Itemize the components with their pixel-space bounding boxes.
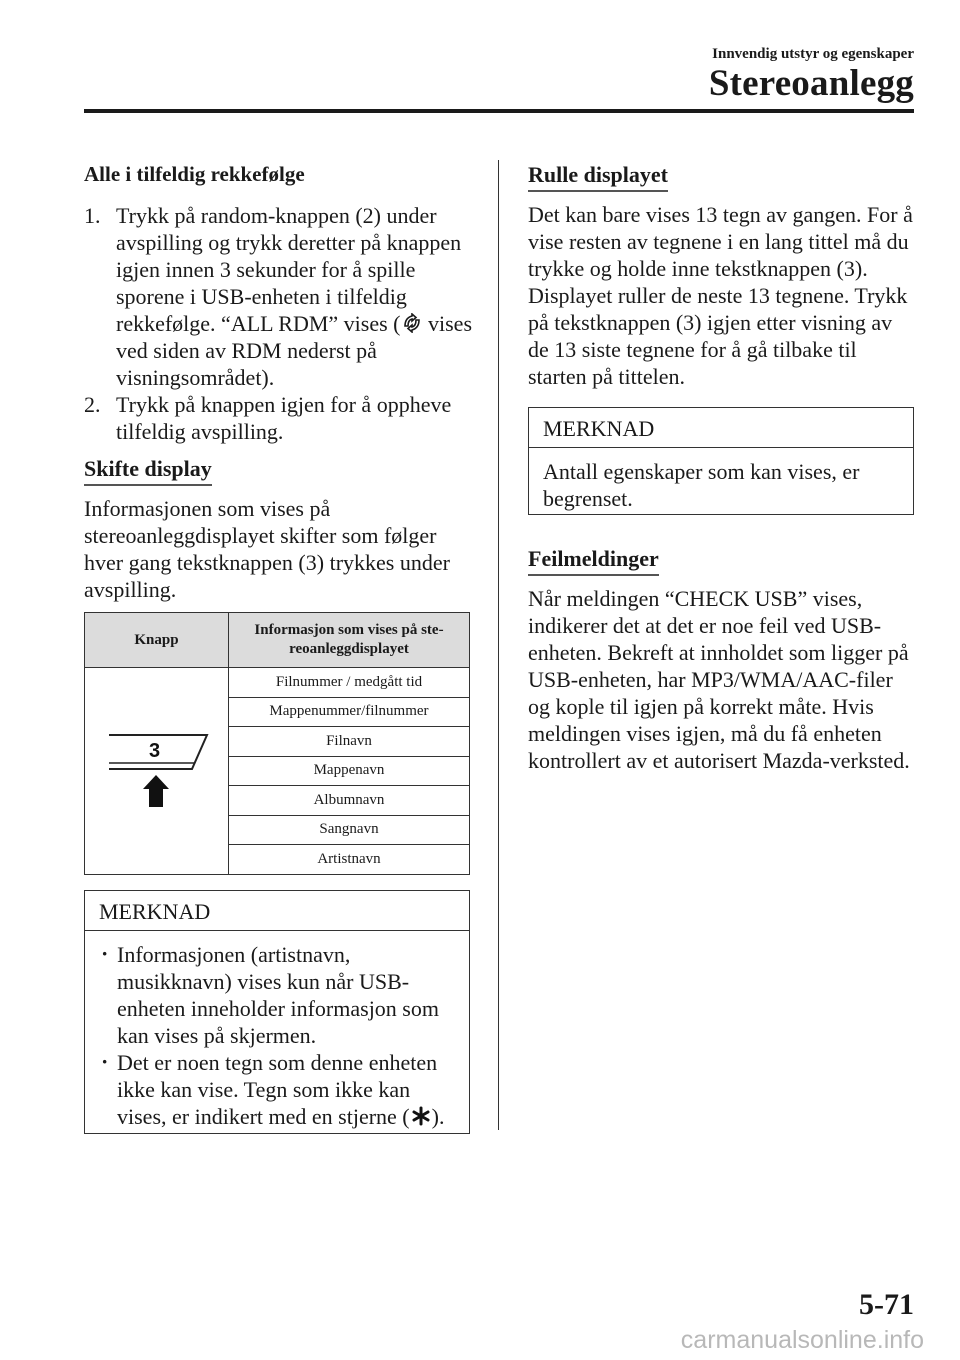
note-box: [528, 407, 914, 515]
error-heading: Feilmeldinger: [528, 546, 659, 576]
table-cell: Artistnavn: [229, 845, 470, 875]
note-bullet-text-end: ).: [431, 1104, 445, 1129]
press-arrow-icon: [143, 775, 169, 807]
note-body: Antall egenskaper som kan vises, er begrenset.: [543, 459, 860, 511]
display-heading: Skifte display: [84, 456, 212, 486]
scroll-heading: Rulle displayet: [528, 162, 668, 192]
table-cell: Filnavn: [229, 727, 470, 757]
asterisk-icon: [410, 1106, 432, 1126]
list-text: Trykk på knappen igjen for å oppheve tilfeldig avspilling.: [116, 392, 452, 444]
note-bullet-text: Det er noen tegn som denne enheten ikke kan vise. Tegn som ikke kan vises, er indikert med en stjerne (: [117, 1050, 438, 1129]
table-cell: Mappenavn: [229, 756, 470, 786]
text-button-illustration: [97, 723, 217, 813]
button-illustration-cell: [85, 668, 229, 875]
list-number: 2.: [84, 392, 101, 417]
table-header-info: Informasjon som vises på stereoanleggdisplayet: [229, 613, 470, 668]
table-cell: Sangnavn: [229, 815, 470, 845]
column-divider: [498, 160, 499, 1130]
list-text-cont: vises ved siden av RDM nederst på visningsområdet).: [116, 311, 472, 390]
random-play-icon: [401, 313, 423, 333]
list-item: [84, 391, 474, 445]
table-header-button: Knapp: [85, 613, 229, 668]
list-text: Trykk på random-knappen (2) under avspilling og trykk deretter på knappen igjen innen 3 sekunder for å spille sporene i USB-enheten i tilfeldig rekkefølge. “ALL RDM” vises (: [116, 203, 462, 336]
table-cell: Mappenummer/filnummer: [229, 697, 470, 727]
header-divider: [84, 109, 914, 113]
page-number: 5-71: [859, 1288, 914, 1321]
table-header-row: [85, 613, 470, 668]
scroll-paragraph: Det kan bare vises 13 tegn av gangen. For å vise resten av tegnene i en lang tittel må du trykke og holde inne tekstknappen (3). Displayet ruller de neste 13 tegnene. Trykk på tekstknappen (3) igjen etter visning av de 13 siste tegnene for å gå tilbake til starten på tittelen.: [528, 202, 913, 389]
error-paragraph: Når meldingen “CHECK USB” vises, indikerer det at det er noe feil ved USB-enheten. Bekreft at innholdet som ligger på USB-enheten, har MP3/WMA/AAC-filer og kople til igjen på korrekt måte. Hvis meldingen vises igjen, må du få enheten kontrollert av et autorisert Mazda-verksted.: [528, 586, 910, 773]
random-heading: Alle i tilfeldig rekkefølge: [84, 162, 305, 186]
list-item: [84, 202, 474, 391]
note-box: [84, 890, 470, 1134]
table-cell: Filnummer / medgått tid: [229, 668, 470, 698]
header-section-label: Innvendig utstyr og egenskaper: [712, 46, 914, 62]
list-number: 1.: [84, 203, 101, 228]
button-number-label: 3: [148, 740, 160, 763]
display-paragraph: Informasjonen som vises på stereoanleggdisplayet skifter som følger hver gang tekstknappen (3) trykkes under avspilling.: [84, 496, 450, 602]
note-title: MERKNAD: [529, 408, 913, 448]
table-cell: Albumnavn: [229, 786, 470, 816]
note-body: [85, 931, 469, 1140]
note-bullet: · Informasjonen (artistnavn, musikknavn) vises kun når USB-enheten inneholder informasjon som kan vises på skjermen.: [99, 941, 455, 1049]
display-info-table: [84, 612, 470, 875]
table-row: [85, 668, 470, 698]
note-title: MERKNAD: [85, 891, 469, 931]
note-bullet: [99, 1049, 455, 1130]
watermark: carmanualsonline.info: [680, 1326, 924, 1354]
page-title: Stereoanlegg: [708, 63, 914, 104]
